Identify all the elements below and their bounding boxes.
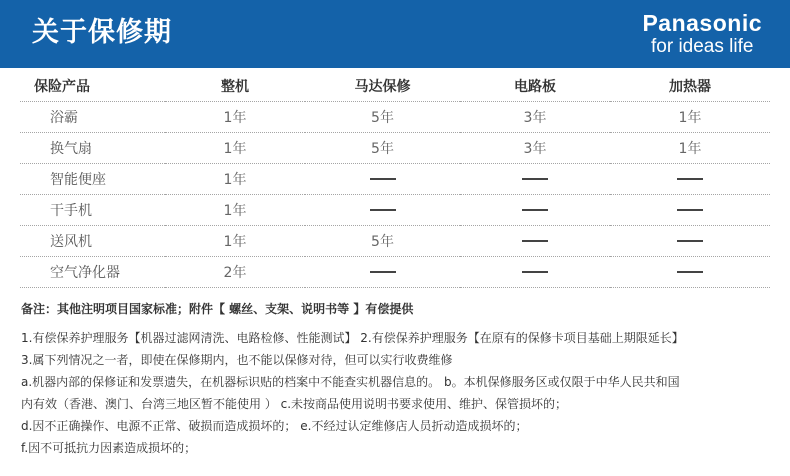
warranty-period-cell: 1年	[610, 102, 770, 133]
warranty-period-cell: 2年	[165, 257, 305, 288]
notes-section	[21, 300, 781, 459]
not-applicable-cell	[610, 257, 770, 288]
product-name: 智能便座	[20, 164, 165, 195]
warranty-period-cell: 1年	[165, 226, 305, 257]
note-line: 1.有偿保养护理服务【机器过滤网清洗、电路检修、性能测试】 2.有偿保养护理服务【在原有的保修卡项目基础上期限延长】	[21, 331, 684, 345]
header-product: 保险产品	[20, 71, 165, 102]
dash-icon	[370, 178, 396, 180]
brand-logo	[642, 10, 762, 58]
dash-icon	[522, 240, 548, 242]
dash-icon	[522, 178, 548, 180]
warranty-period-cell: 3年	[460, 102, 610, 133]
table-header-row	[20, 71, 770, 102]
warranty-period-cell: 1年	[165, 133, 305, 164]
product-name: 换气扇	[20, 133, 165, 164]
product-name: 干手机	[20, 195, 165, 226]
dash-icon	[370, 271, 396, 273]
table-row	[20, 195, 770, 226]
product-name: 空气净化器	[20, 257, 165, 288]
warranty-period-cell: 5年	[305, 102, 460, 133]
note-line: 3.属下列情况之一者，即使在保修期内，也不能以保修对待，但可以实行收费维修	[21, 353, 453, 367]
warranty-table	[20, 71, 770, 288]
table-row	[20, 226, 770, 257]
warranty-period-cell: 1年	[165, 195, 305, 226]
header-heater: 加热器	[610, 71, 770, 102]
not-applicable-cell	[305, 257, 460, 288]
header-whole-unit: 整机	[165, 71, 305, 102]
brand-name: Panasonic	[642, 10, 762, 36]
not-applicable-cell	[460, 195, 610, 226]
dash-icon	[677, 209, 703, 211]
note-line: f.因不可抵抗力因素造成损坏的；	[21, 441, 197, 455]
table-row	[20, 164, 770, 195]
warranty-period-cell: 3年	[460, 133, 610, 164]
dash-icon	[677, 240, 703, 242]
brand-tagline: for ideas life	[651, 36, 754, 57]
dash-icon	[370, 209, 396, 211]
header-circuit-board: 电路板	[460, 71, 610, 102]
warranty-period-cell: 5年	[305, 226, 460, 257]
header-banner	[0, 0, 790, 68]
dash-icon	[522, 209, 548, 211]
note-line: 内有效（香港、澳门、台湾三地区暂不能使用 ） c.未按商品使用说明书要求使用、维护、保管损坏的；	[21, 397, 568, 411]
page-title: 关于保修期	[32, 17, 172, 48]
product-name: 浴霸	[20, 102, 165, 133]
warranty-period-cell: 1年	[610, 133, 770, 164]
not-applicable-cell	[460, 257, 610, 288]
table-row	[20, 102, 770, 133]
warranty-period-cell: 1年	[165, 102, 305, 133]
not-applicable-cell	[610, 226, 770, 257]
dash-icon	[522, 271, 548, 273]
not-applicable-cell	[460, 226, 610, 257]
warranty-period-cell: 5年	[305, 133, 460, 164]
not-applicable-cell	[610, 164, 770, 195]
table-row	[20, 257, 770, 288]
product-name: 送风机	[20, 226, 165, 257]
table-row	[20, 133, 770, 164]
dash-icon	[677, 271, 703, 273]
notes-title: 备注：其他注明项目国家标准；附件【 螺丝、支架、说明书等 】有偿提供	[21, 302, 414, 316]
not-applicable-cell	[305, 195, 460, 226]
dash-icon	[677, 178, 703, 180]
note-line: a.机器内部的保修证和发票遗失，在机器标识贴的档案中不能查实机器信息的。 b。本机保修服务区或仅限于中华人民共和国	[21, 375, 680, 389]
note-line: d.因不正确操作、电源不正常、破损而造成损坏的； e.不经过认定维修店人员折动造成损坏的；	[21, 419, 528, 433]
not-applicable-cell	[305, 164, 460, 195]
header-motor: 马达保修	[305, 71, 460, 102]
not-applicable-cell	[610, 195, 770, 226]
warranty-period-cell: 1年	[165, 164, 305, 195]
not-applicable-cell	[460, 164, 610, 195]
